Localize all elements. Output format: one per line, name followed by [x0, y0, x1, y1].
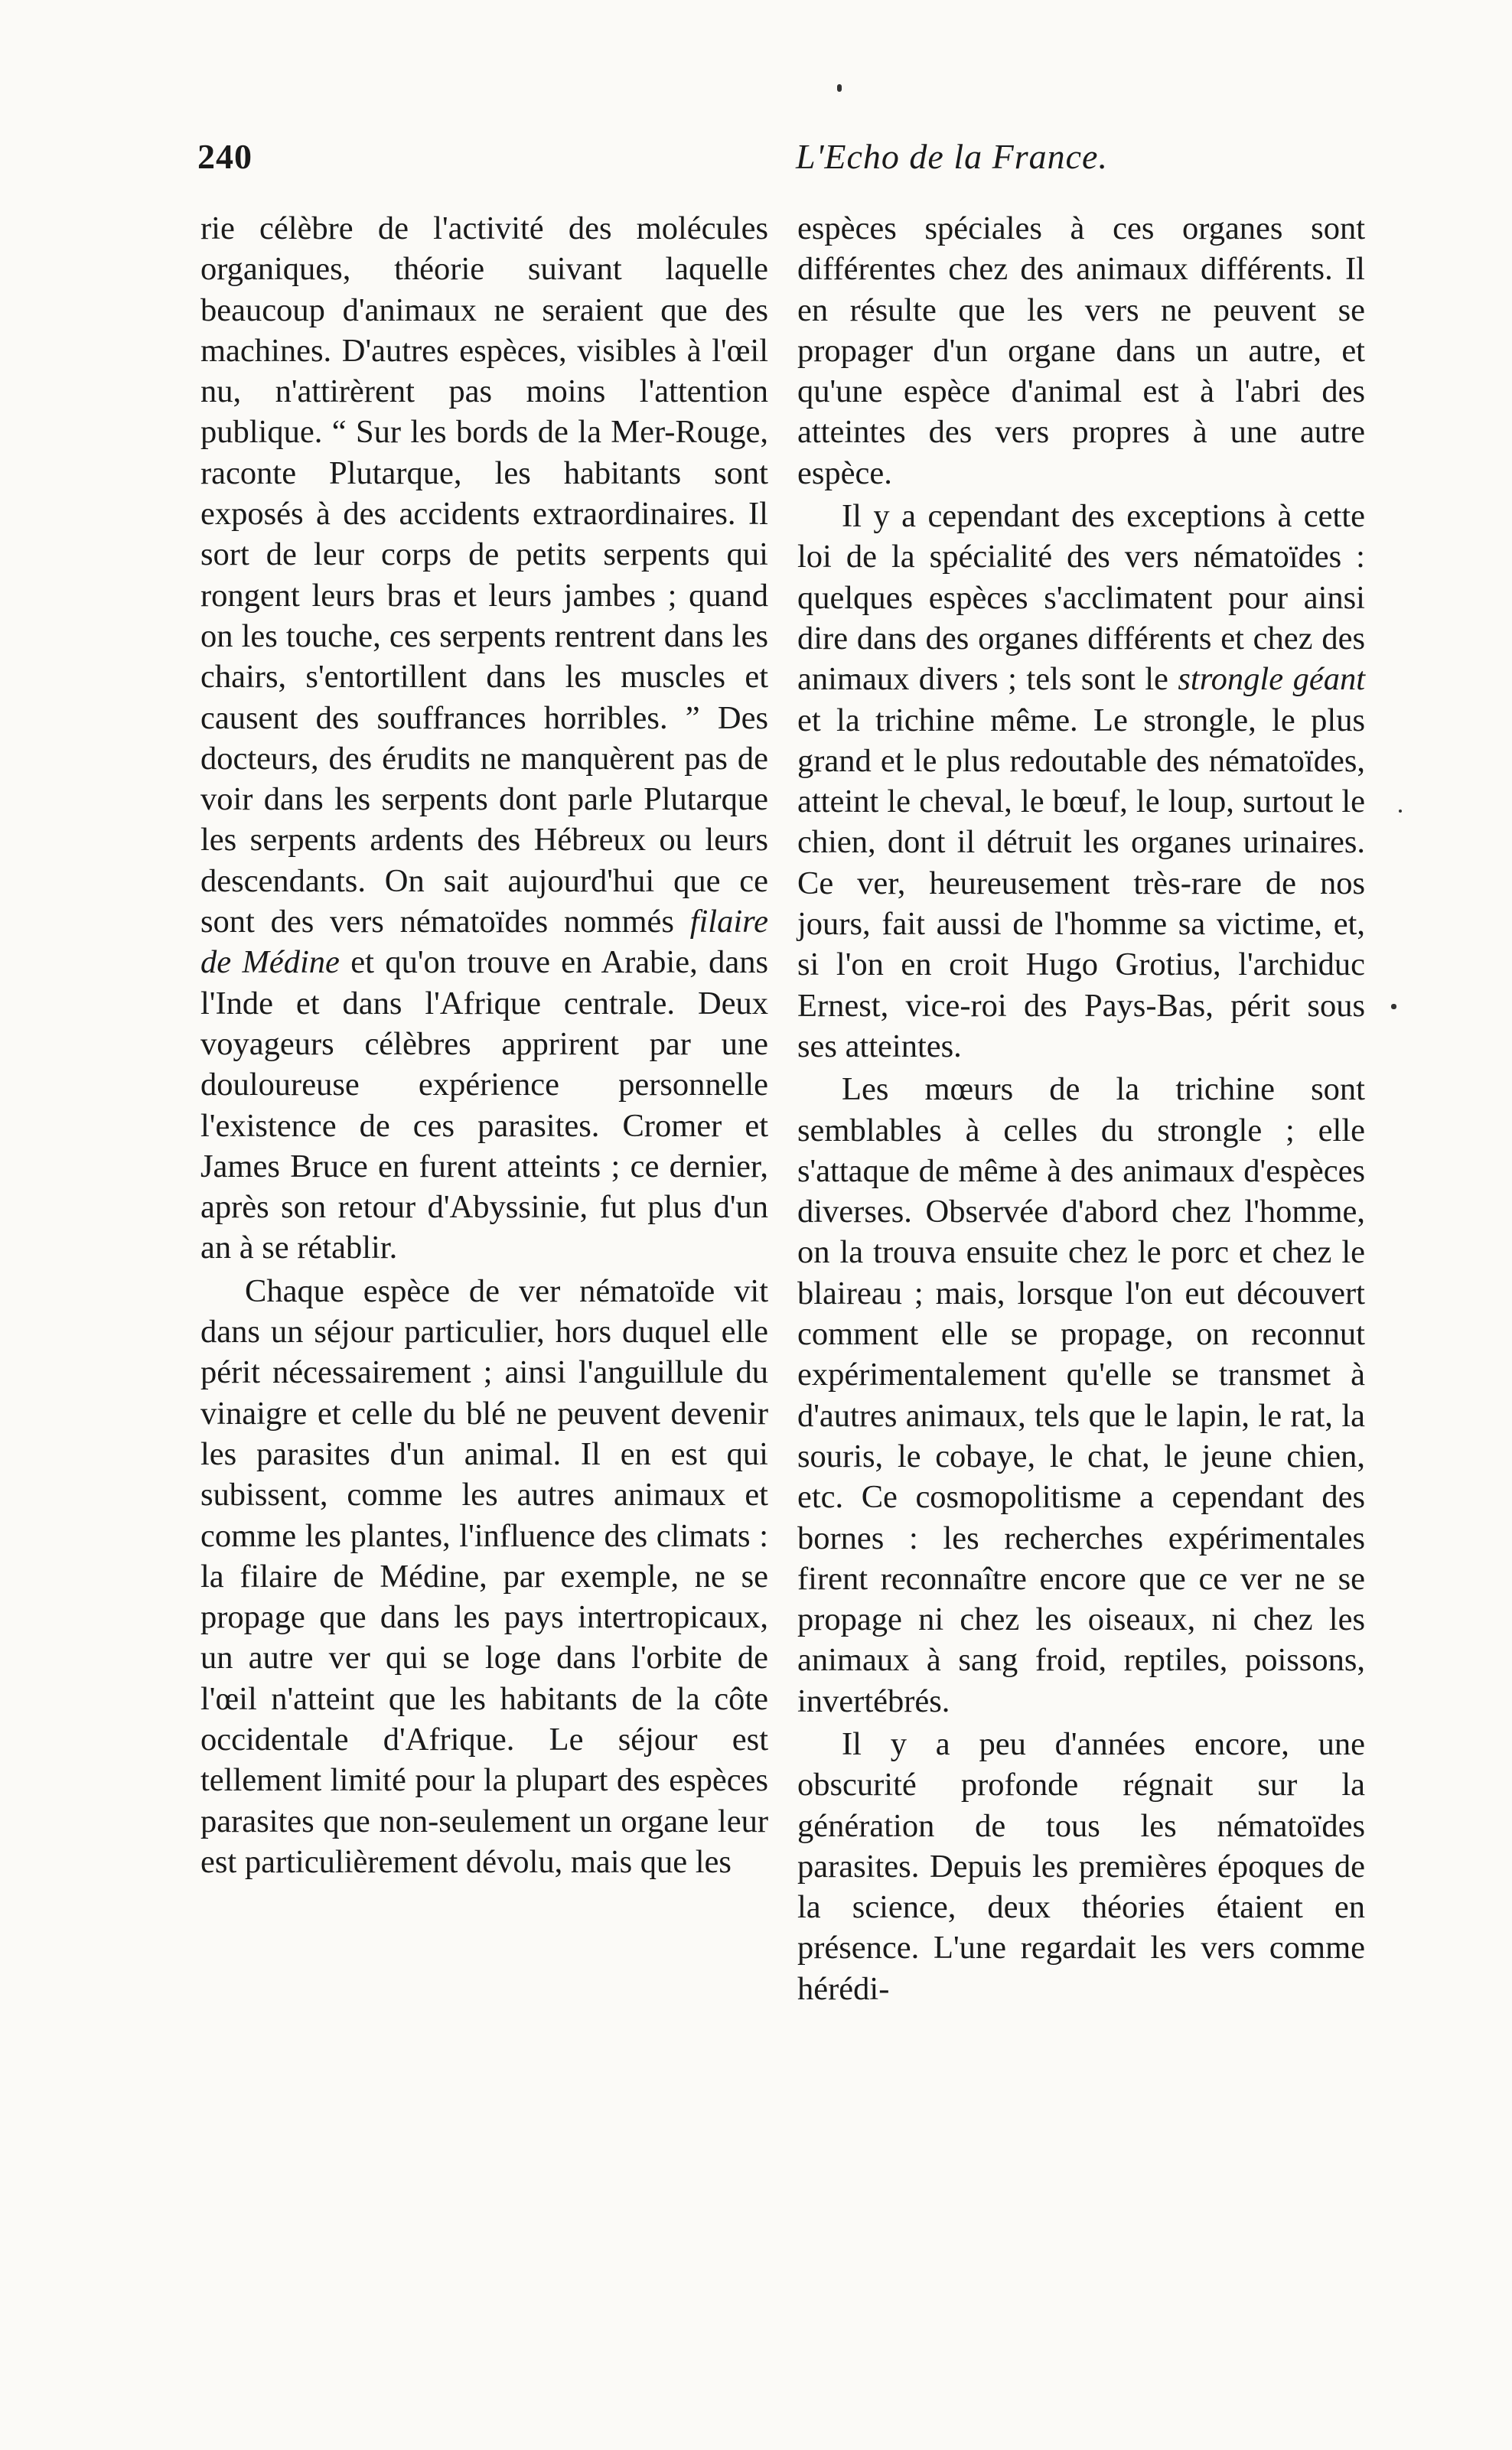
right-p2-italic-term: strongle géant	[1178, 661, 1365, 698]
print-speck-margin-2	[1399, 810, 1402, 813]
running-title: L'Echo de la France.	[796, 137, 1108, 176]
left-p1-text-before: rie célèbre de l'activité des molécules organiques, théorie suivant laquelle beaucoup d'animaux ne seraient que des machines. D'autres espèces, visibles à l'œil nu, n'attirèrent pas moins l'attention publique. “ Sur les bords de la Mer-Rouge, raconte Plutarque, les habitants sont exposés à des accidents extraordinaires. Il sort de leur corps de petits serpents qui rongent leurs bras et leurs jambes ; quand on les touche, ces serpents rentrent dans les chairs, s'entortillent dans les muscles et causent des souffrances horribles. ” Des docteurs, des érudits ne manquèrent pas de voir dans les serpents dont parle Plutarque les serpents ardents des Hébreux ou leurs descendants. On sait aujourd'hui que ce sont des vers nématoïdes nommés	[200, 210, 768, 940]
left-paragraph-2: Chaque espèce de ver nématoïde vit dans un séjour particulier, hors duquel elle périt nécessairement ; ainsi l'anguillule du vinaigre et celle du blé ne peuvent devenir les parasites d'un animal. Il en est qui subissent, comme les autres animaux et comme les plantes, l'influence des climats : la filaire de Médine, par exemple, ne se propage que dans les pays intertropicaux, un autre ver qui se loge dans l'orbite de l'œil n'atteint que les habitants de la côte occidentale d'Afrique. Le séjour est tellement limité pour la plupart des espèces parasites que non-seulement un organe leur est particulièrement dévolu, mais que les	[200, 1272, 768, 1880]
left-paragraph-1	[200, 208, 768, 1269]
left-p1-text-after: et qu'on trouve en Arabie, dans l'Inde et dans l'Afrique centrale. Deux voyageurs célèbres apprirent par une douloureuse expérience personnelle l'existence de ces parasites. Cromer et James Bruce en furent atteints ; ce dernier, après son retour d'Abyssinie, fut plus d'un an à se rétablir.	[200, 944, 768, 1266]
right-p2-text-before: Il y a cependant des exceptions à cette loi de la spécialité des vers nématoïdes : quelques espèces s'acclimatent pour ainsi dire dans des organes différents et chez des animaux divers ; tels sont le	[797, 498, 1365, 698]
right-column	[797, 208, 1365, 2009]
page-number: 240	[197, 137, 253, 176]
left-column	[200, 208, 768, 1882]
print-speck-top	[837, 84, 842, 92]
right-paragraph-4: Il y a peu d'années encore, une obscurité profonde régnait sur la génération de tous les nématoïdes parasites. Depuis les premières époques de la science, deux théories étaient en présence. L'une regardait les vers comme hérédi-	[797, 1725, 1365, 2007]
page-header	[197, 136, 1376, 190]
print-speck-margin	[1391, 1004, 1396, 1009]
right-paragraph-1: espèces spéciales à ces organes sont différentes chez des animaux différents. Il en résulte que les vers ne peuvent se propager d'un organe dans un autre, et qu'une espèce d'animal est à l'abri des atteintes des vers propres à une autre espèce.	[797, 210, 1365, 491]
left-p1-italic-term: filaire de Médine	[200, 904, 768, 981]
right-paragraph-2	[797, 496, 1365, 1067]
right-p2-text-after: et la trichine même. Le strongle, le plus grand et le plus redoutable des nématoïdes, atteint le cheval, le bœuf, le loup, surtout le chien, dont il détruit les organes urinaires. Ce ver, heureusement très-rare de nos jours, fait aussi de l'homme sa victime, et, si l'on en croit Hugo Grotius, l'archiduc Ernest, vice-roi des Pays-Bas, périt sous ses atteintes.	[797, 702, 1365, 1064]
right-paragraph-3: Les mœurs de la trichine sont semblables à celles du strongle ; elle s'attaque de même à des animaux d'espèces diverses. Observée d'abord chez l'homme, on la trouva ensuite chez le porc et chez le blaireau ; mais, lorsque l'on eut découvert comment elle se propage, on reconnut expérimentalement qu'elle se transmet à d'autres animaux, tels que le lapin, le rat, la souris, le cobaye, le chat, le jeune chien, etc. Ce cosmopolitisme a cependant des bornes : les recherches expérimentales firent reconnaître encore que ce ver ne se propage ni chez les oiseaux, ni chez les animaux à sang froid, reptiles, poissons, invertébrés.	[797, 1071, 1365, 1719]
